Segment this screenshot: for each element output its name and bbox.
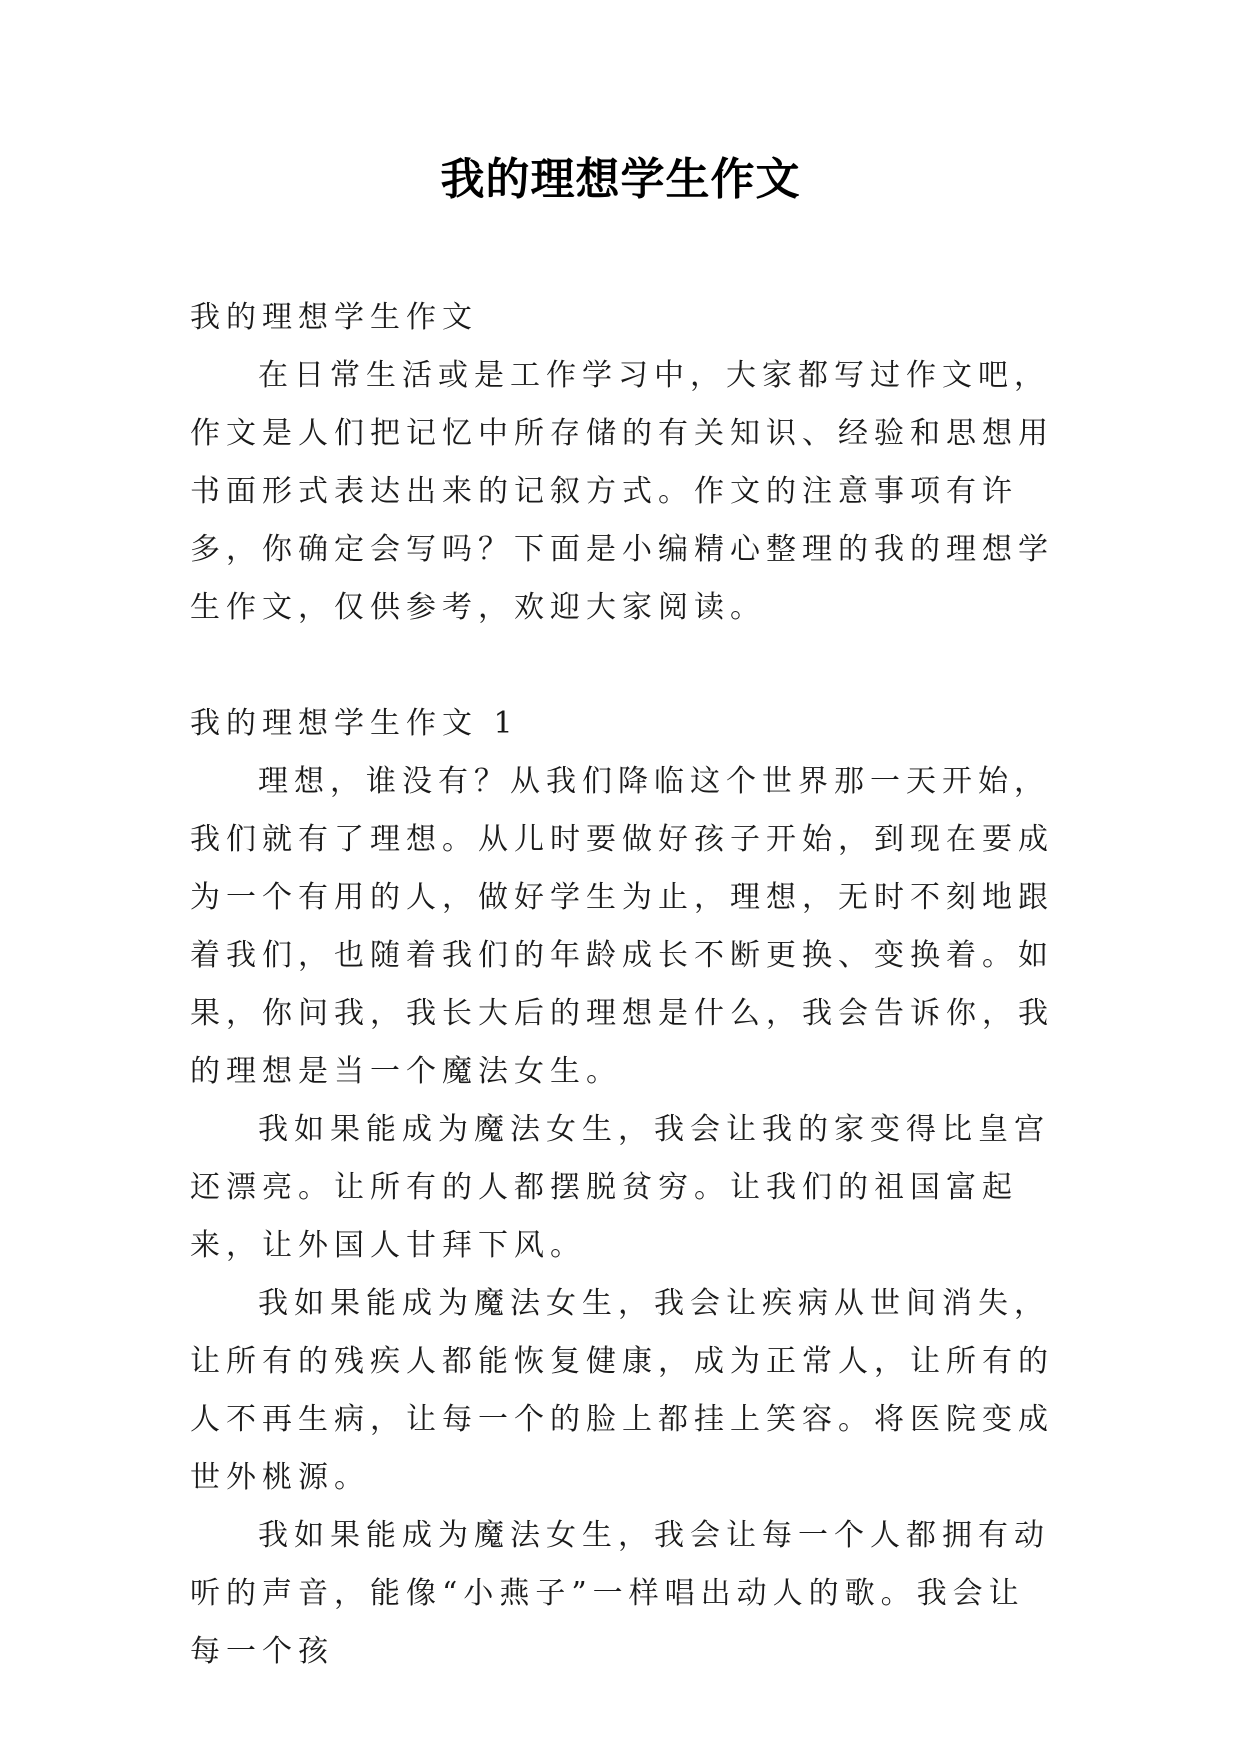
section-spacer	[190, 637, 1060, 695]
section-heading: 我的理想学生作文 1	[190, 706, 519, 741]
body-paragraph: 我如果能成为魔法女生，我会让我的家变得比皇宫还漂亮。让所有的人都摆脱贫穷。让我们的祖国富起来，让外国人甘拜下风。	[190, 1112, 1050, 1263]
intro-heading: 我的理想学生作文	[190, 300, 478, 335]
body-paragraph: 我如果能成为魔法女生，我会让疾病从世间消失，让所有的残疾人都能恢复健康，成为正常人，让所有的人不再生病，让每一个的脸上都挂上笑容。将医院变成世外桃源。	[190, 1286, 1054, 1495]
document-title: 我的理想学生作文	[440, 154, 801, 205]
body-paragraph: 理想，谁没有？从我们降临这个世界那一天开始，我们就有了理想。从儿时要做好孩子开始，到现在要成为一个有用的人，做好学生为止，理想，无时不刻地跟着我们，也随着我们的年龄成长不断更换、变换着。如果，你问我，我长大后的理想是什么，我会告诉你，我的理想是当一个魔法女生。	[190, 764, 1054, 1089]
intro-paragraph: 在日常生活或是工作学习中，大家都写过作文吧，作文是人们把记忆中所存储的有关知识、经验和思想用书面形式表达出来的记叙方式。作文的注意事项有许多，你确定会写吗？下面是小编精心整理的我的理想学生作文，仅供参考，欢迎大家阅读。	[190, 358, 1054, 625]
document-body	[190, 289, 1060, 1681]
body-paragraph: 我如果能成为魔法女生，我会让每一个人都拥有动听的声音，能像“小燕子”一样唱出动人的歌。我会让每一个孩	[190, 1518, 1050, 1669]
